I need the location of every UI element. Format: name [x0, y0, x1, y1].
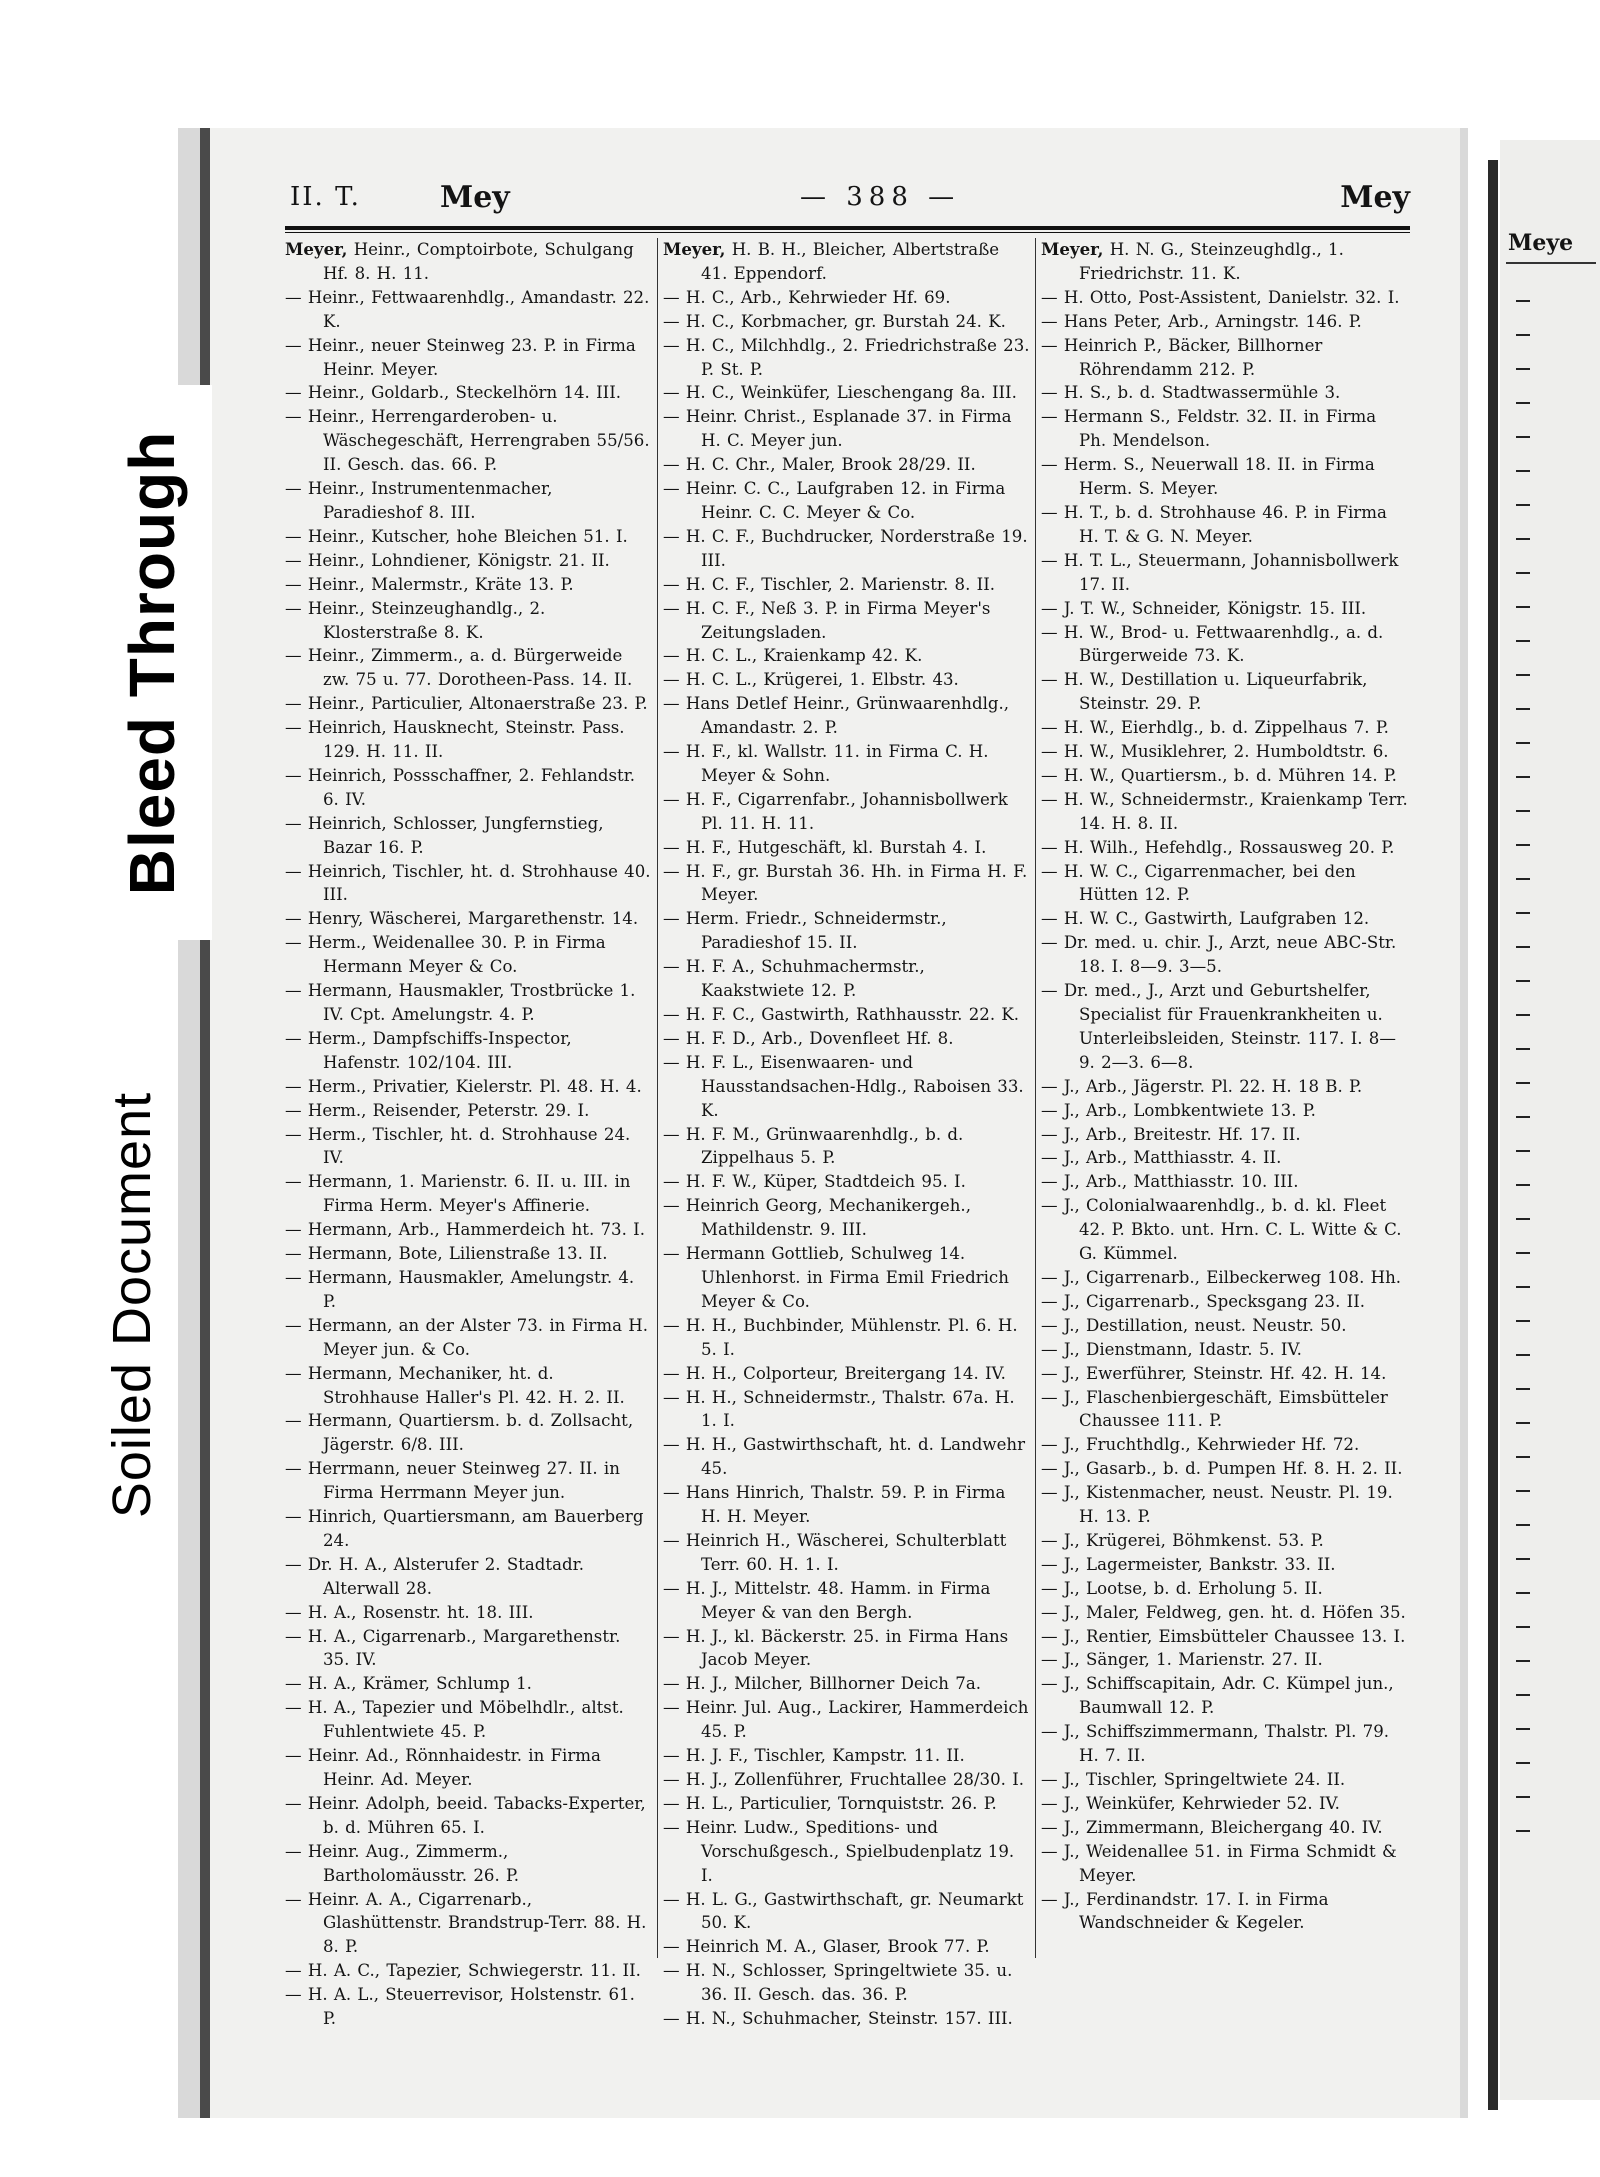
directory-entry: — J., Krügerei, Böhmkenst. 53. P. [1041, 1530, 1324, 1550]
directory-entry: — H. L. G., Gastwirthschaft, gr. Neumarkt 50. K. [663, 1889, 1024, 1933]
directory-entry: — H. W., Quartiersm., b. d. Mühren 14. P. [1041, 765, 1397, 785]
directory-entry: — J., Arb., Matthiasstr. 10. III. [1041, 1172, 1299, 1192]
adjacent-page-dash [1516, 1796, 1530, 1798]
adjacent-page-dash [1516, 1456, 1530, 1458]
directory-entry: — Hermann Gottlieb, Schulweg 14. Uhlenhorst. in Firma Emil Friedrich Meyer & Co. [663, 1244, 1009, 1311]
directory-entry: — Heinr. C. C., Laufgraben 12. in Firma Heinr. C. C. Meyer & Co. [663, 479, 1006, 522]
directory-entry: — H. J., Milcher, Billhorner Deich 7a. [663, 1674, 981, 1694]
adjacent-page-dash [1516, 674, 1530, 676]
directory-entry: — H. F., Cigarrenfabr., Johannisbollwerk Pl. 11. H. 11. [663, 789, 1008, 833]
directory-entry: — J., Lagermeister, Bankstr. 33. II. [1041, 1554, 1336, 1574]
directory-entry: — Heinr. A. A., Cigarrenarb., Glashüttenstr. Brandstrup-Terr. 88. H. 8. P. [285, 1889, 647, 1957]
adjacent-page-dash [1516, 946, 1530, 948]
adjacent-page-dash [1516, 844, 1530, 846]
header-right-catchword: Mey [1340, 180, 1410, 215]
directory-entry: — Heinrich P., Bäcker, Billhorner Röhrendamm 212. P. [1041, 335, 1323, 379]
directory-entry: — H. J., kl. Bäckerstr. 25. in Firma Hans Jacob Meyer. [663, 1626, 1009, 1670]
directory-entry: — H. J., Zollenführer, Fruchtallee 28/30. I. [663, 1770, 1025, 1789]
header-rule [285, 226, 1410, 230]
directory-entry: Meyer, H. N. G., Steinzeughdlg., 1. Friedrichstr. 11. K. [1041, 239, 1344, 283]
directory-entry: — J., Lootse, b. d. Erholung 5. II. [1041, 1578, 1323, 1598]
directory-entry: — J., Weidenallee 51. in Firma Schmidt & Meyer. [1041, 1841, 1397, 1885]
directory-entry: — H. H., Buchbinder, Mühlenstr. Pl. 6. H. 5. I. [663, 1315, 1018, 1359]
directory-entry: — Heinrich, Schlosser, Jungfernstieg, Bazar 16. P. [285, 813, 604, 857]
adjacent-page-dash [1516, 1082, 1530, 1084]
header-left-catchword: Mey [440, 180, 510, 215]
directory-entry: — Hans Hinrich, Thalstr. 59. P. in Firma H. H. Meyer. [663, 1483, 1006, 1527]
adjacent-page-dash [1516, 436, 1530, 438]
directory-entry: — J., Zimmermann, Bleichergang 40. IV. [1041, 1817, 1383, 1837]
directory-entry: — H. T. L., Steuermann, Johannisbollwerk 17. II. [1041, 550, 1399, 594]
directory-entry: — Hermann, 1. Marienstr. 6. II. u. III. in Firma Herm. Meyer's Affinerie. [285, 1172, 631, 1216]
adjacent-page-dash [1516, 368, 1530, 370]
page-number: — 388 — [800, 182, 961, 212]
bleed-through-text: Bleed Through [116, 430, 188, 895]
directory-entry: — H. Wilh., Hefehdlg., Rossausweg 20. P. [1041, 837, 1395, 857]
directory-entry: — Henry, Wäscherei, Margarethenstr. 14. [285, 909, 639, 929]
directory-entry: — J., Weinküfer, Kehrwieder 52. IV. [1041, 1793, 1340, 1813]
directory-entry: — J., Cigarrenarb., Specksgang 23. II. [1041, 1291, 1366, 1311]
directory-entry: — H. C., Arb., Kehrwieder Hf. 69. [663, 287, 951, 307]
directory-entry: — H. N., Schlosser, Springeltwiete 35. u. 36. II. Gesch. das. 36. P. [663, 1961, 1013, 2005]
adjacent-page-dash [1516, 810, 1530, 812]
directory-column-3 [1041, 238, 1409, 1958]
directory-entry: — H. L., Particulier, Tornquiststr. 26. P. [663, 1793, 997, 1813]
directory-entry: — Heinr., Instrumentenmacher, Paradieshof 8. III. [285, 479, 553, 522]
directory-entry: — Heinr., Zimmerm., a. d. Bürgerweide zw. 75 u. 77. Dorotheen-Pass. 14. II. [285, 646, 633, 690]
directory-entry: — Hans Detlef Heinr., Grünwaarenhdlg., Amandastr. 2. P. [663, 694, 1010, 738]
adjacent-page-dash [1516, 1354, 1530, 1356]
directory-entry: — H. F. C., Gastwirth, Rathhausstr. 22. K. [663, 1005, 1020, 1024]
adjacent-page-dash [1516, 1830, 1530, 1832]
adjacent-page-dash [1516, 572, 1530, 574]
adjacent-page-rule [1506, 262, 1596, 264]
directory-entry: — J., Rentier, Eimsbütteler Chaussee 13. I. [1041, 1626, 1406, 1646]
directory-entry: — J. T. W., Schneider, Königstr. 15. III. [1041, 598, 1367, 618]
directory-entry: — J., Schiffszimmermann, Thalstr. Pl. 79. H. 7. II. [1041, 1722, 1390, 1766]
directory-entry: — H. W., Schneidermstr., Kraienkamp Terr. 14. H. 8. II. [1041, 789, 1408, 833]
adjacent-page-dash [1516, 1728, 1530, 1730]
adjacent-page-dash [1516, 1422, 1530, 1424]
directory-entry: — Herm., Reisender, Peterstr. 29. I. [285, 1100, 590, 1120]
directory-entry: — Herm., Tischler, ht. d. Strohhause 24. IV. [285, 1124, 631, 1168]
adjacent-page-dash [1516, 1014, 1530, 1016]
directory-entry: — Hermann, Hausmakler, Amelungstr. 4. P. [285, 1267, 635, 1311]
page-gutter [1488, 160, 1498, 2110]
adjacent-page-dash [1516, 1592, 1530, 1594]
directory-entry: — Hermann, Arb., Hammerdeich ht. 73. I. [285, 1220, 645, 1240]
directory-entry: — Heinr., Malermstr., Kräte 13. P. [285, 574, 574, 594]
directory-entry: Meyer, H. B. H., Bleicher, Albertstraße 41. Eppendorf. [663, 239, 1000, 283]
adjacent-page-dash [1516, 708, 1530, 710]
adjacent-page-dash [1516, 1252, 1530, 1254]
directory-column-2 [663, 238, 1031, 2029]
adjacent-page-dash [1516, 1762, 1530, 1764]
directory-entry: Meyer, Heinr., Comptoirbote, Schulgang Hf. 8. H. 11. [285, 239, 634, 283]
directory-entry: — Hermann, Hausmakler, Trostbrücke 1. IV. Cpt. Amelungstr. 4. P. [285, 981, 636, 1024]
adjacent-page-dash [1516, 878, 1530, 880]
directory-entry: — H. C. L., Krügerei, 1. Elbstr. 43. [663, 670, 959, 690]
directory-entry: — H. F. L., Eisenwaaren- und Hausstandsachen-Hdlg., Raboisen 33. K. [663, 1052, 1024, 1120]
directory-entry: — Herm., Privatier, Kielerstr. Pl. 48. H. 4. [285, 1076, 642, 1096]
directory-entry: — H. H., Colporteur, Breitergang 14. IV. [663, 1363, 1006, 1383]
directory-entry: — H. F. D., Arb., Dovenfleet Hf. 8. [663, 1028, 954, 1048]
directory-entry: — H. F. A., Schuhmachermstr., Kaakstwiete 12. P. [663, 957, 925, 1001]
adjacent-page-dash [1516, 776, 1530, 778]
adjacent-page-heading: Meye [1508, 230, 1574, 256]
adjacent-page-dash [1516, 1320, 1530, 1322]
directory-entry: — H. F., gr. Burstah 36. Hh. in Firma H. F. Meyer. [663, 861, 1028, 905]
directory-entry: — Hinrich, Quartiersmann, am Bauerberg 24. [285, 1507, 644, 1550]
directory-entry: — Heinr. Jul. Aug., Lackirer, Hammerdeich 45. P. [663, 1698, 1029, 1742]
directory-entry: — H. W., Destillation u. Liqueurfabrik, Steinstr. 29. P. [1041, 670, 1368, 714]
adjacent-page-dash [1516, 1218, 1530, 1220]
directory-entry: — H. W. C., Cigarrenmacher, bei den Hütten 12. P. [1041, 861, 1356, 905]
adjacent-page-dash [1516, 980, 1530, 982]
directory-entry: — Herm., Weidenallee 30. P. in Firma Hermann Meyer & Co. [285, 933, 606, 977]
directory-entry: — J., Schiffscapitain, Adr. C. Kümpel jun., Baumwall 12. P. [1041, 1674, 1394, 1718]
directory-entry: — Heinr., Fettwaarenhdlg., Amandastr. 22. K. [285, 287, 650, 331]
directory-entry: — Hans Peter, Arb., Arningstr. 146. P. [1041, 311, 1362, 331]
header-rule-thin [285, 232, 1410, 233]
header-section-marker: II. T. [290, 182, 361, 212]
directory-entry: — H. C., Milchhdlg., 2. Friedrichstraße 23. P. St. P. [663, 335, 1030, 379]
adjacent-page-dash [1516, 470, 1530, 472]
directory-entry: — J., Kistenmacher, neust. Neustr. Pl. 19. H. 13. P. [1041, 1483, 1393, 1527]
adjacent-page-dash [1516, 1116, 1530, 1118]
running-header [290, 182, 1410, 222]
adjacent-page-fragment [1500, 140, 1600, 2100]
directory-entry: — Heinrich, Possschaffner, 2. Fehlandstr. 6. IV. [285, 765, 636, 809]
directory-entry: — Heinr., Goldarb., Steckelhörn 14. III. [285, 383, 622, 403]
directory-entry: — Heinr. Adolph, beeid. Tabacks-Experter, b. d. Mühren 65. I. [285, 1793, 646, 1837]
directory-entry: — H. Otto, Post-Assistent, Danielstr. 32. I. [1041, 287, 1400, 307]
adjacent-page-dash [1516, 1524, 1530, 1526]
directory-entry: — Heinrich, Tischler, ht. d. Strohhause 40. III. [285, 861, 651, 905]
directory-entry: — Hermann, an der Alster 73. in Firma H. Meyer jun. & Co. [285, 1315, 648, 1359]
directory-entry: — H. C. F., Neß 3. P. in Firma Meyer's Zeitungsladen. [663, 598, 991, 642]
adjacent-page-dash [1516, 504, 1530, 506]
directory-entry: — Hermann, Mechaniker, ht. d. Strohhause Haller's Pl. 42. H. 2. II. [285, 1363, 625, 1407]
directory-entry: — H. H., Schneidermstr., Thalstr. 67a. H. 1. I. [663, 1387, 1015, 1431]
directory-entry: — H. A., Rosenstr. ht. 18. III. [285, 1602, 534, 1622]
directory-entry: — J., Cigarrenarb., Eilbeckerweg 108. Hh. [1041, 1267, 1402, 1287]
directory-entry: — H. W., Eierhdlg., b. d. Zippelhaus 7. P. [1041, 718, 1389, 738]
adjacent-page-dash [1516, 640, 1530, 642]
directory-entry: — H. W., Brod- u. Fettwaarenhdlg., a. d. Bürgerweide 73. K. [1041, 622, 1384, 666]
directory-entry: — H. F. W., Küper, Stadtdeich 95. I. [663, 1172, 966, 1192]
directory-entry: — H. C., Weinküfer, Lieschengang 8a. III. [663, 383, 1017, 403]
directory-entry: — Heinr., Kutscher, hohe Bleichen 51. I. [285, 526, 628, 546]
directory-entry: — H. C. F., Tischler, 2. Marienstr. 8. II. [663, 574, 996, 594]
directory-entry: — Heinr., Herrengarderoben- u. Wäschegeschäft, Herrengraben 55/56. II. Gesch. das. 66. P. [285, 407, 650, 475]
directory-entry: — Heinr. Ludw., Speditions- und Vorschußgesch., Spielbudenplatz 19. I. [663, 1817, 1015, 1885]
adjacent-page-dash [1516, 1490, 1530, 1492]
directory-columns [285, 238, 1415, 2029]
directory-entry: — H. T., b. d. Strohhause 46. P. in Firma H. T. & G. N. Meyer. [1041, 502, 1387, 546]
directory-entry: — H. J., Mittelstr. 48. Hamm. in Firma Meyer & van den Bergh. [663, 1578, 991, 1622]
adjacent-page-dash [1516, 1184, 1530, 1186]
directory-entry: — J., Arb., Matthiasstr. 4. II. [1041, 1148, 1282, 1168]
directory-entry: — H. H., Gastwirthschaft, ht. d. Landwehr 45. [663, 1435, 1026, 1479]
directory-entry: — H. S., b. d. Stadtwassermühle 3. [1041, 383, 1341, 403]
directory-entry: — Heinrich M. A., Glaser, Brook 77. P. [663, 1937, 990, 1957]
directory-entry: — J., Arb., Breitestr. Hf. 17. II. [1041, 1124, 1301, 1144]
directory-entry: — Heinr. Ad., Rönnhaidestr. in Firma Heinr. Ad. Meyer. [285, 1746, 601, 1789]
directory-entry: — J., Tischler, Springeltwiete 24. II. [1041, 1770, 1346, 1789]
directory-entry: — Heinr. Aug., Zimmerm., Bartholomäusstr. 26. P. [285, 1841, 520, 1885]
directory-entry: — J., Arb., Lombkentwiete 13. P. [1041, 1100, 1316, 1120]
directory-entry: — Heinrich H., Wäscherei, Schulterblatt Terr. 60. H. 1. I. [663, 1530, 1007, 1574]
directory-entry: — Hermann, Quartiersm. b. d. Zollsacht, Jägerstr. 6/8. III. [285, 1411, 634, 1455]
directory-entry: — H. F., kl. Wallstr. 11. in Firma C. H. Meyer & Sohn. [663, 742, 989, 785]
directory-entry: — Dr. med. u. chir. J., Arzt, neue ABC-Str. 18. I. 8—9. 3—5. [1041, 933, 1397, 977]
directory-entry: — J., Destillation, neust. Neustr. 50. [1041, 1315, 1347, 1335]
adjacent-page-dash [1516, 1694, 1530, 1696]
directory-entry: — H. C. L., Kraienkamp 42. K. [663, 646, 923, 666]
directory-entry: — H. W. C., Gastwirth, Laufgraben 12. [1041, 909, 1370, 929]
adjacent-page-dash [1516, 1388, 1530, 1390]
directory-entry: — J., Sänger, 1. Marienstr. 27. II. [1041, 1650, 1323, 1670]
directory-entry: — Heinrich, Hausknecht, Steinstr. Pass. 129. H. 11. II. [285, 718, 625, 762]
adjacent-page-dash [1516, 606, 1530, 608]
adjacent-page-dash [1516, 1048, 1530, 1050]
directory-entry: — J., Maler, Feldweg, gen. ht. d. Höfen 35. [1041, 1602, 1406, 1622]
adjacent-page-dash [1516, 300, 1530, 302]
directory-entry: — Heinrich Georg, Mechanikergeh., Mathildenstr. 9. III. [663, 1196, 971, 1240]
soiled-document-text: Soiled Document [102, 1091, 162, 1519]
directory-entry: — H. C., Korbmacher, gr. Burstah 24. K. [663, 311, 1006, 331]
surname-lead: Meyer, [663, 239, 726, 259]
adjacent-page-dash [1516, 334, 1530, 336]
directory-entry: — H. C. Chr., Maler, Brook 28/29. II. [663, 455, 976, 475]
adjacent-page-dash [1516, 742, 1530, 744]
directory-entry: — H. A. C., Tapezier, Schwiegerstr. 11. II. [285, 1961, 641, 1981]
directory-entry: — Hermann S., Feldstr. 32. II. in Firma Ph. Mendelson. [1041, 407, 1377, 451]
column-divider [657, 238, 658, 1958]
directory-entry: — Heinr., Steinzeughandlg., 2. Klosterstraße 8. K. [285, 598, 546, 642]
directory-entry: — Heinr., Particulier, Altonaerstraße 23. P. [285, 694, 648, 714]
bleed-through-label [92, 385, 212, 940]
adjacent-page-dash [1516, 1150, 1530, 1152]
surname-lead: Meyer, [285, 239, 348, 259]
soiled-document-label [92, 1010, 172, 1600]
adjacent-page-dash [1516, 1626, 1530, 1628]
directory-entry: — H. A., Tapezier und Möbelhdlr., altst. Fuhlentwiete 45. P. [285, 1698, 624, 1742]
adjacent-page-dash [1516, 912, 1530, 914]
directory-entry: — H. N., Schuhmacher, Steinstr. 157. III. [663, 2009, 1013, 2029]
adjacent-page-dash [1516, 402, 1530, 404]
directory-entry: — H. J. F., Tischler, Kampstr. 11. II. [663, 1746, 965, 1766]
directory-entry: — J., Gasarb., b. d. Pumpen Hf. 8. H. 2. II. [1041, 1459, 1403, 1479]
directory-entry: — J., Ferdinandstr. 17. I. in Firma Wandschneider & Kegeler. [1041, 1889, 1329, 1933]
directory-entry: — J., Colonialwaarenhdlg., b. d. kl. Fleet 42. P. Bkto. unt. Hrn. C. L. Witte & C. G. Kümmel. [1041, 1196, 1402, 1264]
surname-lead: Meyer, [1041, 239, 1104, 259]
adjacent-page-dash [1516, 1558, 1530, 1560]
directory-entry: — Heinr., neuer Steinweg 23. P. in Firma Heinr. Meyer. [285, 335, 636, 379]
directory-entry: — Herm. Friedr., Schneidermstr., Paradieshof 15. II. [663, 909, 947, 953]
adjacent-page-dash [1516, 1286, 1530, 1288]
directory-entry: — J., Arb., Jägerstr. Pl. 22. H. 18 B. P. [1041, 1076, 1363, 1096]
directory-entry: — Heinr., Lohndiener, Königstr. 21. II. [285, 550, 610, 570]
directory-entry: — J., Ewerführer, Steinstr. Hf. 42. H. 14. [1041, 1363, 1387, 1383]
directory-entry: — H. F. M., Grünwaarenhdlg., b. d. Zippelhaus 5. P. [663, 1124, 964, 1168]
column-divider [1035, 238, 1036, 1958]
directory-entry: — H. C. F., Buchdrucker, Norderstraße 19. III. [663, 526, 1028, 570]
directory-entry: — Herm., Dampfschiffs-Inspector, Hafenstr. 102/104. III. [285, 1028, 572, 1072]
directory-entry: — H. A., Cigarrenarb., Margarethenstr. 35. IV. [285, 1626, 621, 1670]
adjacent-page-dash [1516, 538, 1530, 540]
adjacent-page-dash [1516, 1660, 1530, 1662]
directory-entry: — H. W., Musiklehrer, 2. Humboldtstr. 6. [1041, 742, 1389, 762]
directory-entry: — Herrmann, neuer Steinweg 27. II. in Firma Herrmann Meyer jun. [285, 1459, 620, 1503]
directory-entry: — J., Flaschenbiergeschäft, Eimsbütteler Chaussee 111. P. [1041, 1387, 1388, 1431]
directory-entry: — H. A. L., Steuerrevisor, Holstenstr. 61. P. [285, 1985, 635, 2029]
directory-entry: — J., Dienstmann, Idastr. 5. IV. [1041, 1339, 1302, 1359]
directory-entry: — Dr. H. A., Alsterufer 2. Stadtadr. Alterwall 28. [285, 1554, 584, 1598]
directory-entry: — J., Fruchthdlg., Kehrwieder Hf. 72. [1041, 1435, 1360, 1455]
directory-entry: — H. A., Krämer, Schlump 1. [285, 1674, 532, 1694]
directory-entry: — Herm. S., Neuerwall 18. II. in Firma Herm. S. Meyer. [1041, 455, 1375, 499]
directory-entry: — H. F., Hutgeschäft, kl. Burstah 4. I. [663, 837, 987, 857]
directory-entry: — Heinr. Christ., Esplanade 37. in Firma H. C. Meyer jun. [663, 407, 1012, 451]
directory-column-1 [285, 238, 653, 2029]
directory-entry: — Hermann, Bote, Lilienstraße 13. II. [285, 1244, 608, 1264]
directory-entry: — Dr. med., J., Arzt und Geburtshelfer, Specialist für Frauenkrankheiten u. Unterleibsleiden, Steinstr. 117. I. 8—9. 2—3. 6—8. [1041, 981, 1396, 1072]
